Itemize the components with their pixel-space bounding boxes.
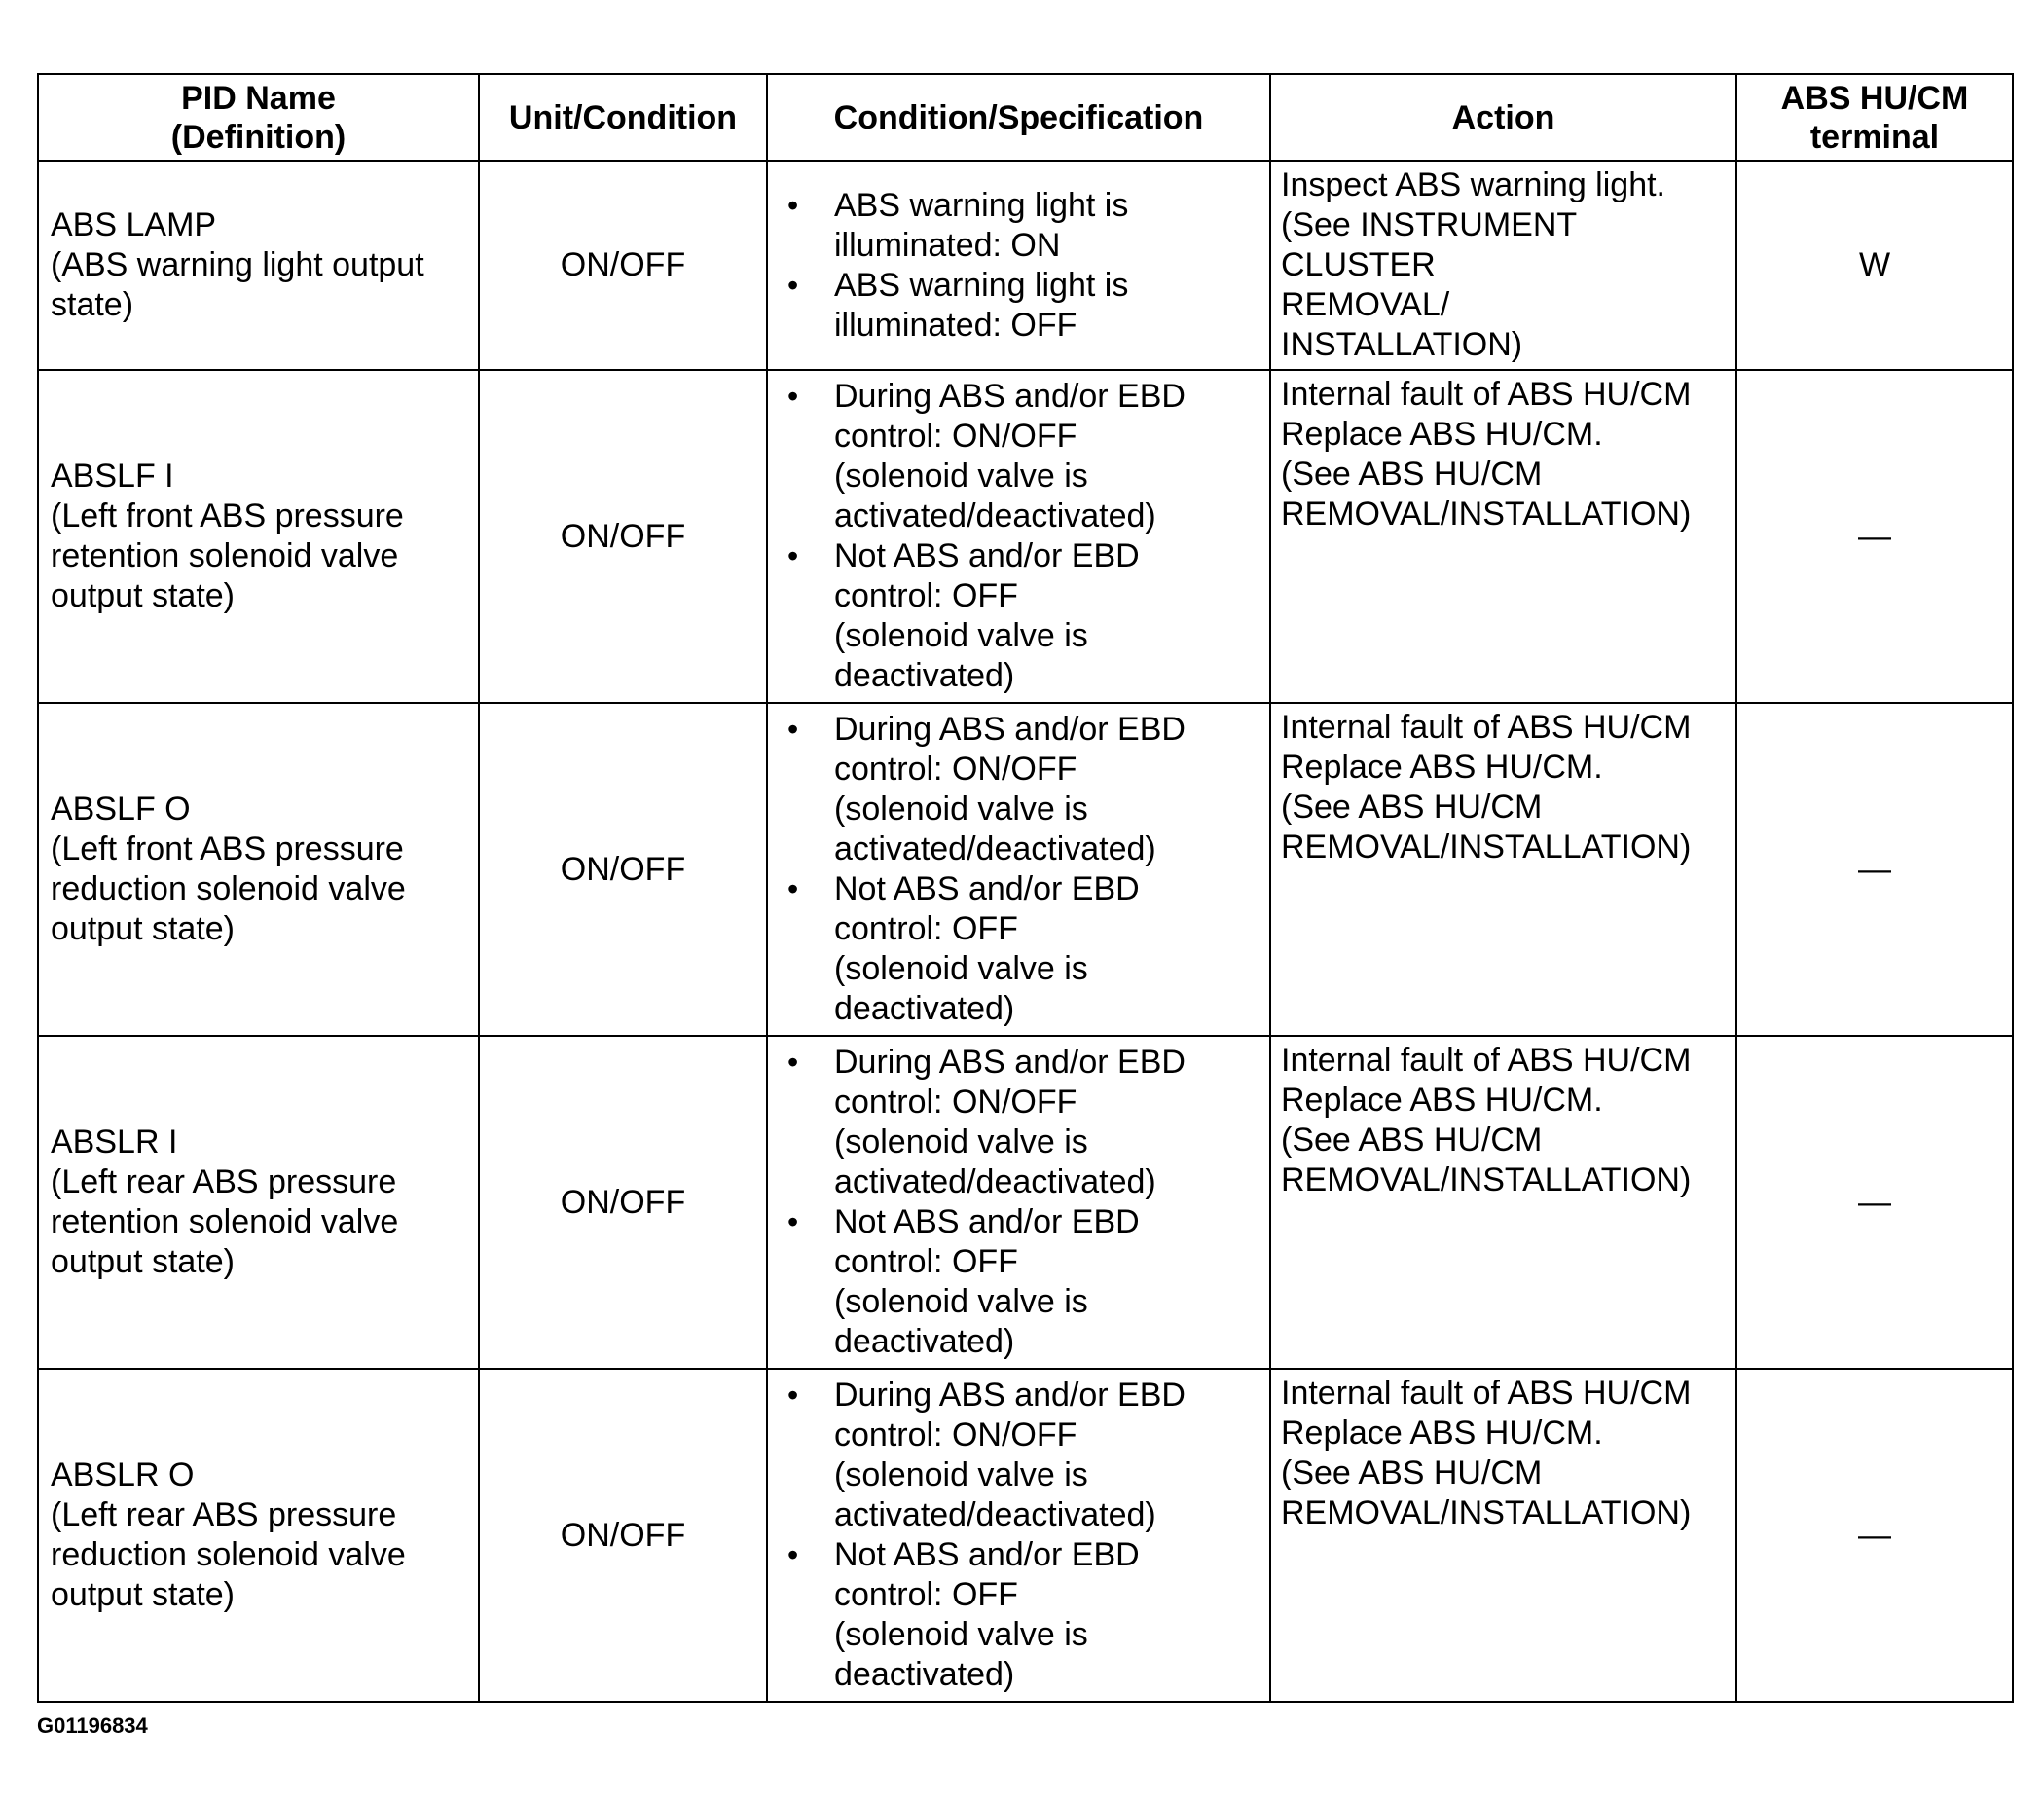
table-row — [38, 703, 2013, 1036]
pid-name-cell — [38, 370, 479, 703]
unit-condition-cell: ON/OFF — [479, 370, 767, 703]
table-row — [38, 1369, 2013, 1702]
condition-line: • Not ABS and/or EBD — [834, 870, 1140, 907]
unit-condition-cell: ON/OFF — [479, 703, 767, 1036]
action-line: REMOVAL/INSTALLATION) — [1281, 1161, 1692, 1198]
condition-line: • During ABS and/or EBD — [834, 378, 1186, 415]
action-line: Internal fault of ABS HU/CM — [1281, 376, 1692, 413]
table-row — [38, 370, 2013, 703]
action-cell — [1270, 1369, 1736, 1702]
pid-name-cell — [38, 1369, 479, 1702]
action-line: (See ABS HU/CM — [1281, 1122, 1543, 1159]
unit-condition-cell: ON/OFF — [479, 1036, 767, 1369]
pid-name-line: (Left rear ABS pressure — [51, 1496, 397, 1533]
action-line: REMOVAL/INSTALLATION) — [1281, 496, 1692, 533]
condition-bullet-item — [768, 1202, 1261, 1362]
condition-line: (solenoid valve is — [834, 458, 1088, 495]
action-line: Replace ABS HU/CM. — [1281, 1415, 1603, 1452]
pid-name-line: ABSLF I — [51, 458, 174, 495]
header-line: terminal — [1809, 118, 1940, 156]
condition-line: (solenoid valve is — [834, 617, 1088, 654]
action-line: Inspect ABS warning light. — [1281, 166, 1666, 203]
action-line: INSTALLATION) — [1281, 326, 1523, 363]
condition-list — [768, 186, 1261, 346]
action-line: REMOVAL/ — [1281, 286, 1450, 323]
condition-line: control: OFF — [834, 1576, 1018, 1613]
action-line: REMOVAL/INSTALLATION) — [1281, 828, 1692, 865]
action-line: (See ABS HU/CM — [1281, 456, 1543, 493]
table-row — [38, 1036, 2013, 1369]
condition-list — [768, 377, 1261, 696]
condition-line: control: ON/OFF — [834, 751, 1077, 788]
terminal-cell: — — [1736, 1036, 2013, 1369]
header-condition-specification — [767, 74, 1270, 161]
action-line: REMOVAL/INSTALLATION) — [1281, 1494, 1692, 1531]
action-line: Replace ABS HU/CM. — [1281, 416, 1603, 453]
condition-bullet-item — [768, 1535, 1261, 1695]
condition-line: control: OFF — [834, 910, 1018, 947]
table-body — [38, 161, 2013, 1702]
condition-bullet-item — [768, 377, 1261, 536]
pid-name-line: ABSLR I — [51, 1123, 178, 1160]
unit-condition-cell: ON/OFF — [479, 1369, 767, 1702]
action-line: Internal fault of ABS HU/CM — [1281, 1042, 1692, 1079]
condition-line: (solenoid valve is — [834, 950, 1088, 987]
condition-line: deactivated) — [834, 657, 1015, 694]
action-line: (See ABS HU/CM — [1281, 1454, 1543, 1491]
condition-line: deactivated) — [834, 1323, 1015, 1360]
condition-line: deactivated) — [834, 1656, 1015, 1693]
header-unit-condition — [479, 74, 767, 161]
header-line: PID Name — [181, 79, 336, 117]
condition-line: • ABS warning light is — [834, 186, 1129, 224]
condition-line: control: ON/OFF — [834, 1084, 1077, 1121]
pid-name-line: retention solenoid valve — [51, 1203, 399, 1240]
condition-line: • During ABS and/or EBD — [834, 1044, 1186, 1081]
pid-name-line: (Left front ABS pressure — [51, 830, 404, 867]
pid-name-line: reduction solenoid valve — [51, 870, 406, 907]
pid-name-line: ABSLF O — [51, 791, 191, 828]
condition-line: activated/deactivated) — [834, 1496, 1156, 1533]
condition-line: control: OFF — [834, 577, 1018, 614]
condition-line: (solenoid valve is — [834, 1456, 1088, 1493]
terminal-cell: W — [1736, 161, 2013, 370]
condition-line: (solenoid valve is — [834, 1616, 1088, 1653]
pid-name-line: output state) — [51, 1243, 236, 1280]
header-terminal — [1736, 74, 2013, 161]
action-cell — [1270, 703, 1736, 1036]
condition-bullet-item — [768, 536, 1261, 696]
condition-line: (solenoid valve is — [834, 791, 1088, 828]
pid-name-line: ABSLR O — [51, 1456, 195, 1493]
condition-line: activated/deactivated) — [834, 830, 1156, 867]
action-line: CLUSTER — [1281, 246, 1436, 283]
condition-line: deactivated) — [834, 990, 1015, 1027]
condition-line: • ABS warning light is — [834, 266, 1129, 304]
terminal-cell: — — [1736, 703, 2013, 1036]
header-line: Action — [1451, 98, 1555, 136]
pid-table — [37, 73, 2014, 1703]
pid-name-line: (ABS warning light output — [51, 246, 424, 283]
condition-specification-cell — [767, 161, 1270, 370]
header-line: Condition/Specification — [833, 98, 1204, 136]
condition-line: (solenoid valve is — [834, 1123, 1088, 1160]
condition-bullet-item — [768, 266, 1261, 346]
condition-list — [768, 710, 1261, 1029]
condition-specification-cell — [767, 1369, 1270, 1702]
header-line: (Definition) — [170, 118, 347, 156]
pid-name-line: (Left front ABS pressure — [51, 497, 404, 534]
action-cell — [1270, 370, 1736, 703]
condition-list — [768, 1043, 1261, 1362]
pid-name-line: output state) — [51, 910, 236, 947]
condition-line: • Not ABS and/or EBD — [834, 537, 1140, 574]
condition-list — [768, 1376, 1261, 1695]
condition-line: activated/deactivated) — [834, 1163, 1156, 1200]
condition-line: control: OFF — [834, 1243, 1018, 1280]
condition-specification-cell — [767, 370, 1270, 703]
condition-line: activated/deactivated) — [834, 497, 1156, 534]
condition-line: • Not ABS and/or EBD — [834, 1536, 1140, 1573]
condition-line: illuminated: ON — [834, 226, 1061, 264]
condition-line: illuminated: OFF — [834, 306, 1077, 344]
pid-name-line: retention solenoid valve — [51, 537, 399, 574]
header-pid-name — [38, 74, 479, 161]
header-row — [38, 74, 2013, 161]
condition-line: control: ON/OFF — [834, 418, 1077, 455]
condition-bullet-item — [768, 186, 1261, 266]
condition-line: • During ABS and/or EBD — [834, 1377, 1186, 1414]
condition-bullet-item — [768, 869, 1261, 1029]
action-cell — [1270, 161, 1736, 370]
action-line: Replace ABS HU/CM. — [1281, 749, 1603, 786]
pid-name-line: (Left rear ABS pressure — [51, 1163, 397, 1200]
pid-name-line: reduction solenoid valve — [51, 1536, 406, 1573]
header-line: ABS HU/CM — [1780, 79, 1969, 117]
condition-line: control: ON/OFF — [834, 1417, 1077, 1453]
condition-line: • During ABS and/or EBD — [834, 711, 1186, 748]
action-line: (See INSTRUMENT — [1281, 206, 1578, 243]
action-line: Internal fault of ABS HU/CM — [1281, 1375, 1692, 1412]
condition-line: • Not ABS and/or EBD — [834, 1203, 1140, 1240]
table-row — [38, 161, 2013, 370]
condition-line: (solenoid valve is — [834, 1283, 1088, 1320]
condition-bullet-item — [768, 1043, 1261, 1202]
header-action — [1270, 74, 1736, 161]
condition-bullet-item — [768, 710, 1261, 869]
action-line: (See ABS HU/CM — [1281, 789, 1543, 826]
header-line: Unit/Condition — [508, 98, 738, 136]
pid-name-cell — [38, 161, 479, 370]
action-line: Replace ABS HU/CM. — [1281, 1082, 1603, 1119]
pid-name-line: output state) — [51, 1576, 236, 1613]
terminal-cell: — — [1736, 370, 2013, 703]
figure-id: G01196834 — [37, 1713, 148, 1738]
pid-name-line: ABS LAMP — [51, 206, 217, 243]
condition-specification-cell — [767, 703, 1270, 1036]
pid-name-cell — [38, 1036, 479, 1369]
unit-condition-cell: ON/OFF — [479, 161, 767, 370]
condition-specification-cell — [767, 1036, 1270, 1369]
pid-name-cell — [38, 703, 479, 1036]
action-cell — [1270, 1036, 1736, 1369]
condition-bullet-item — [768, 1376, 1261, 1535]
pid-name-line: state) — [51, 286, 134, 323]
pid-name-line: output state) — [51, 577, 236, 614]
action-line: Internal fault of ABS HU/CM — [1281, 709, 1692, 746]
terminal-cell: — — [1736, 1369, 2013, 1702]
